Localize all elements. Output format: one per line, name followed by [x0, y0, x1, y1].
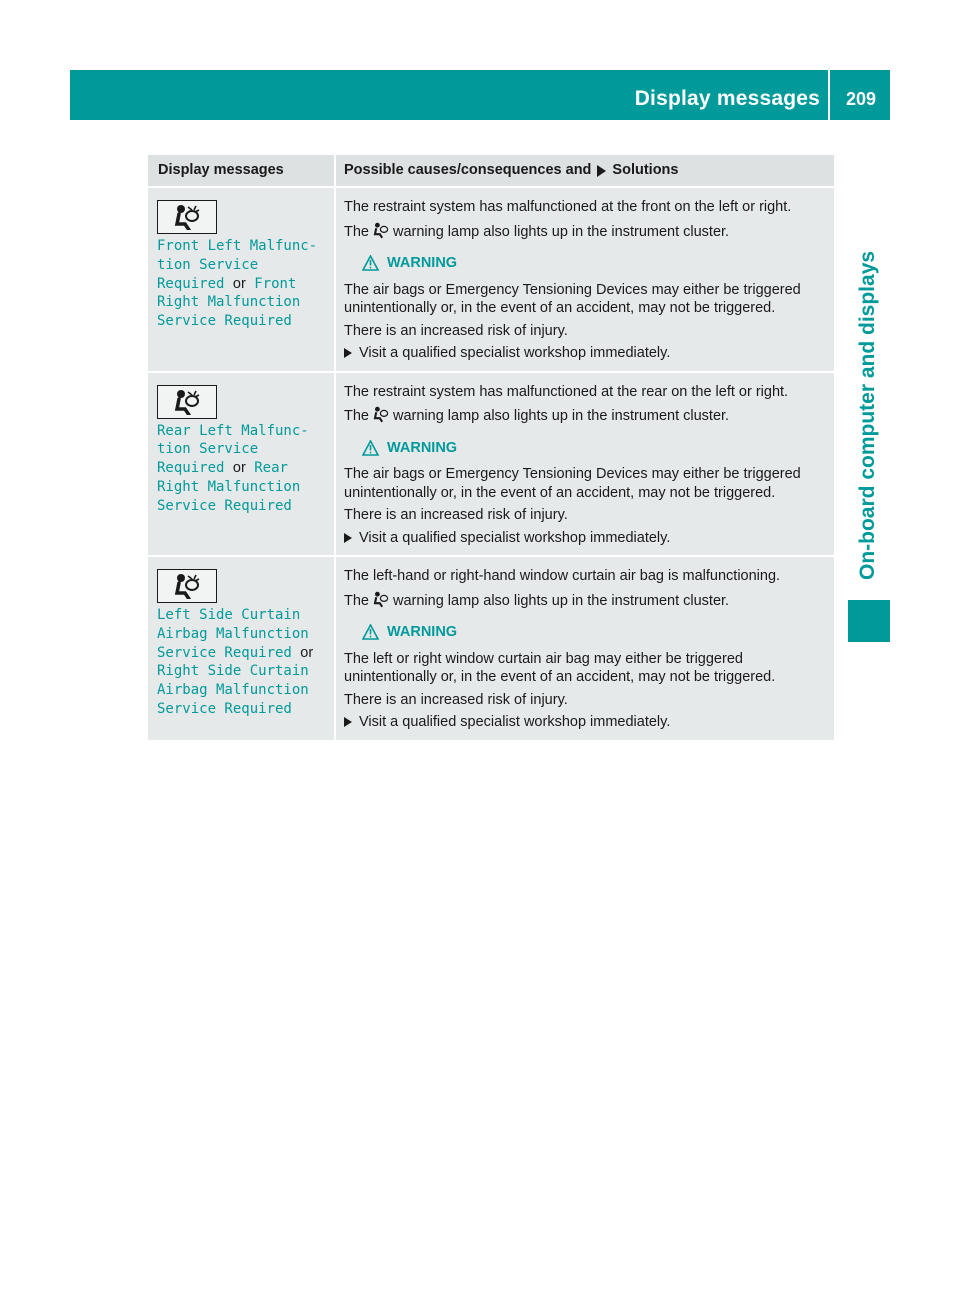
action-text: Visit a qualified specialist workshop immediately. — [359, 529, 671, 546]
airbag-lamp-icon — [372, 405, 390, 429]
warning-label: WARNING — [387, 255, 458, 271]
or-connector: or — [232, 460, 246, 477]
lamp-text-post: warning lamp also lights up in the instrument cluster. — [393, 223, 730, 240]
lamp-text-pre: The — [344, 408, 369, 424]
message-line: tion Service — [157, 441, 259, 458]
or-connector: or — [300, 644, 314, 661]
action-step — [344, 529, 830, 548]
risk-text: The air bags or Emergency Tensioning Devices may either be triggered unintentionally or, in the event of an accident, may not be triggered. — [344, 466, 801, 501]
page-header — [70, 70, 890, 120]
airbag-warning-icon — [157, 569, 217, 603]
lamp-text-post: warning lamp also lights up in the instrument cluster. — [393, 408, 730, 424]
causes-solutions-cell — [334, 373, 834, 556]
action-step — [344, 344, 830, 363]
table-header — [148, 155, 834, 188]
warning-label: WARNING — [387, 439, 458, 456]
airbag-warning-icon — [157, 385, 217, 419]
warning-triangle-icon — [362, 255, 379, 271]
action-text: Visit a qualified specialist workshop immediately. — [359, 345, 671, 361]
risk-text: The left or right window curtain air bag may either be triggered unintentionally or, in the event of an accident, may not be triggered. — [344, 650, 776, 685]
message-line: Right Malfunction — [157, 294, 301, 311]
message-line: Service Required — [157, 313, 292, 330]
injury-risk-text: There is an increased risk of injury. — [344, 691, 568, 708]
injury-risk-text: There is an increased risk of injury. — [344, 322, 568, 339]
message-text — [157, 422, 326, 516]
col-causes-header-text: Possible causes/consequences and — [344, 162, 592, 178]
page-number: 209 — [845, 89, 877, 109]
header-divider — [828, 70, 830, 120]
message-line: Front Left Malfunc- — [157, 238, 318, 254]
message-fragment: Front — [254, 275, 297, 292]
message-line: Left Side Curtain — [157, 607, 301, 623]
section-title: Display messages — [634, 87, 820, 110]
col-causes-header — [334, 155, 834, 186]
action-arrow-icon — [344, 348, 352, 358]
col-display-messages-header: Display messages — [158, 162, 284, 178]
display-message-cell — [148, 188, 334, 371]
causes-solutions-cell — [334, 557, 834, 740]
message-line-with-or — [157, 275, 326, 294]
chapter-tab-label: On-board computer and displays — [856, 250, 879, 580]
lamp-text — [344, 221, 830, 245]
message-text — [157, 606, 326, 719]
message-line: Rear Left Malfunc- — [157, 422, 309, 439]
causes-solutions-cell — [334, 188, 834, 371]
cause-text: The restraint system has malfunctioned at the front on the left or right. — [344, 199, 792, 215]
table-row — [148, 373, 834, 558]
warning-triangle-icon — [362, 440, 379, 456]
display-messages-table — [148, 155, 834, 742]
warning-label: WARNING — [387, 624, 458, 640]
warning-heading — [362, 254, 830, 273]
message-line: Right Side Curtain — [157, 663, 309, 680]
lamp-text — [344, 405, 830, 429]
message-line: Airbag Malfunction — [157, 682, 309, 699]
warning-triangle-icon — [362, 624, 379, 640]
cause-text: The restraint system has malfunctioned at the rear on the left or right. — [344, 383, 789, 400]
table-row — [148, 557, 834, 742]
display-message-cell — [148, 373, 334, 556]
action-step — [344, 713, 830, 732]
message-text — [157, 237, 326, 331]
action-arrow-icon — [344, 533, 352, 543]
airbag-lamp-icon — [372, 221, 390, 245]
message-line-with-or — [157, 459, 326, 478]
message-line: Right Malfunction — [157, 478, 301, 495]
cause-text: The left-hand or right-hand window curtain air bag is malfunctioning. — [344, 568, 781, 584]
or-connector: or — [232, 275, 246, 292]
message-line: tion Service — [157, 256, 259, 273]
message-line-with-or — [157, 644, 326, 663]
action-text: Visit a qualified specialist workshop immediately. — [359, 714, 671, 730]
lamp-text-pre: The — [344, 592, 369, 609]
chapter-tab — [848, 130, 890, 580]
message-fragment: Rear — [254, 460, 288, 477]
table-row — [148, 188, 834, 373]
message-fragment: Required — [157, 275, 225, 292]
message-line: Airbag Malfunction — [157, 625, 309, 642]
message-line: Service Required — [157, 497, 292, 514]
message-line: Service Required — [157, 700, 292, 717]
message-fragment: Service Required — [157, 644, 292, 661]
lamp-text-post: warning lamp also lights up in the instrument cluster. — [393, 592, 730, 609]
action-arrow-icon — [597, 165, 606, 177]
airbag-warning-icon — [157, 200, 217, 234]
warning-heading — [362, 439, 830, 458]
message-fragment: Required — [157, 460, 225, 477]
chapter-marker — [848, 600, 890, 642]
warning-heading — [362, 623, 830, 642]
injury-risk-text: There is an increased risk of injury. — [344, 507, 568, 523]
risk-text: The air bags or Emergency Tensioning Devices may either be triggered unintentionally or, in the event of an accident, may not be triggered. — [344, 281, 801, 316]
lamp-text-pre: The — [344, 223, 369, 240]
display-message-cell — [148, 557, 334, 740]
action-arrow-icon — [344, 717, 352, 727]
col-solutions-header-text: Solutions — [612, 162, 679, 178]
airbag-lamp-icon — [372, 590, 390, 614]
lamp-text — [344, 590, 830, 614]
